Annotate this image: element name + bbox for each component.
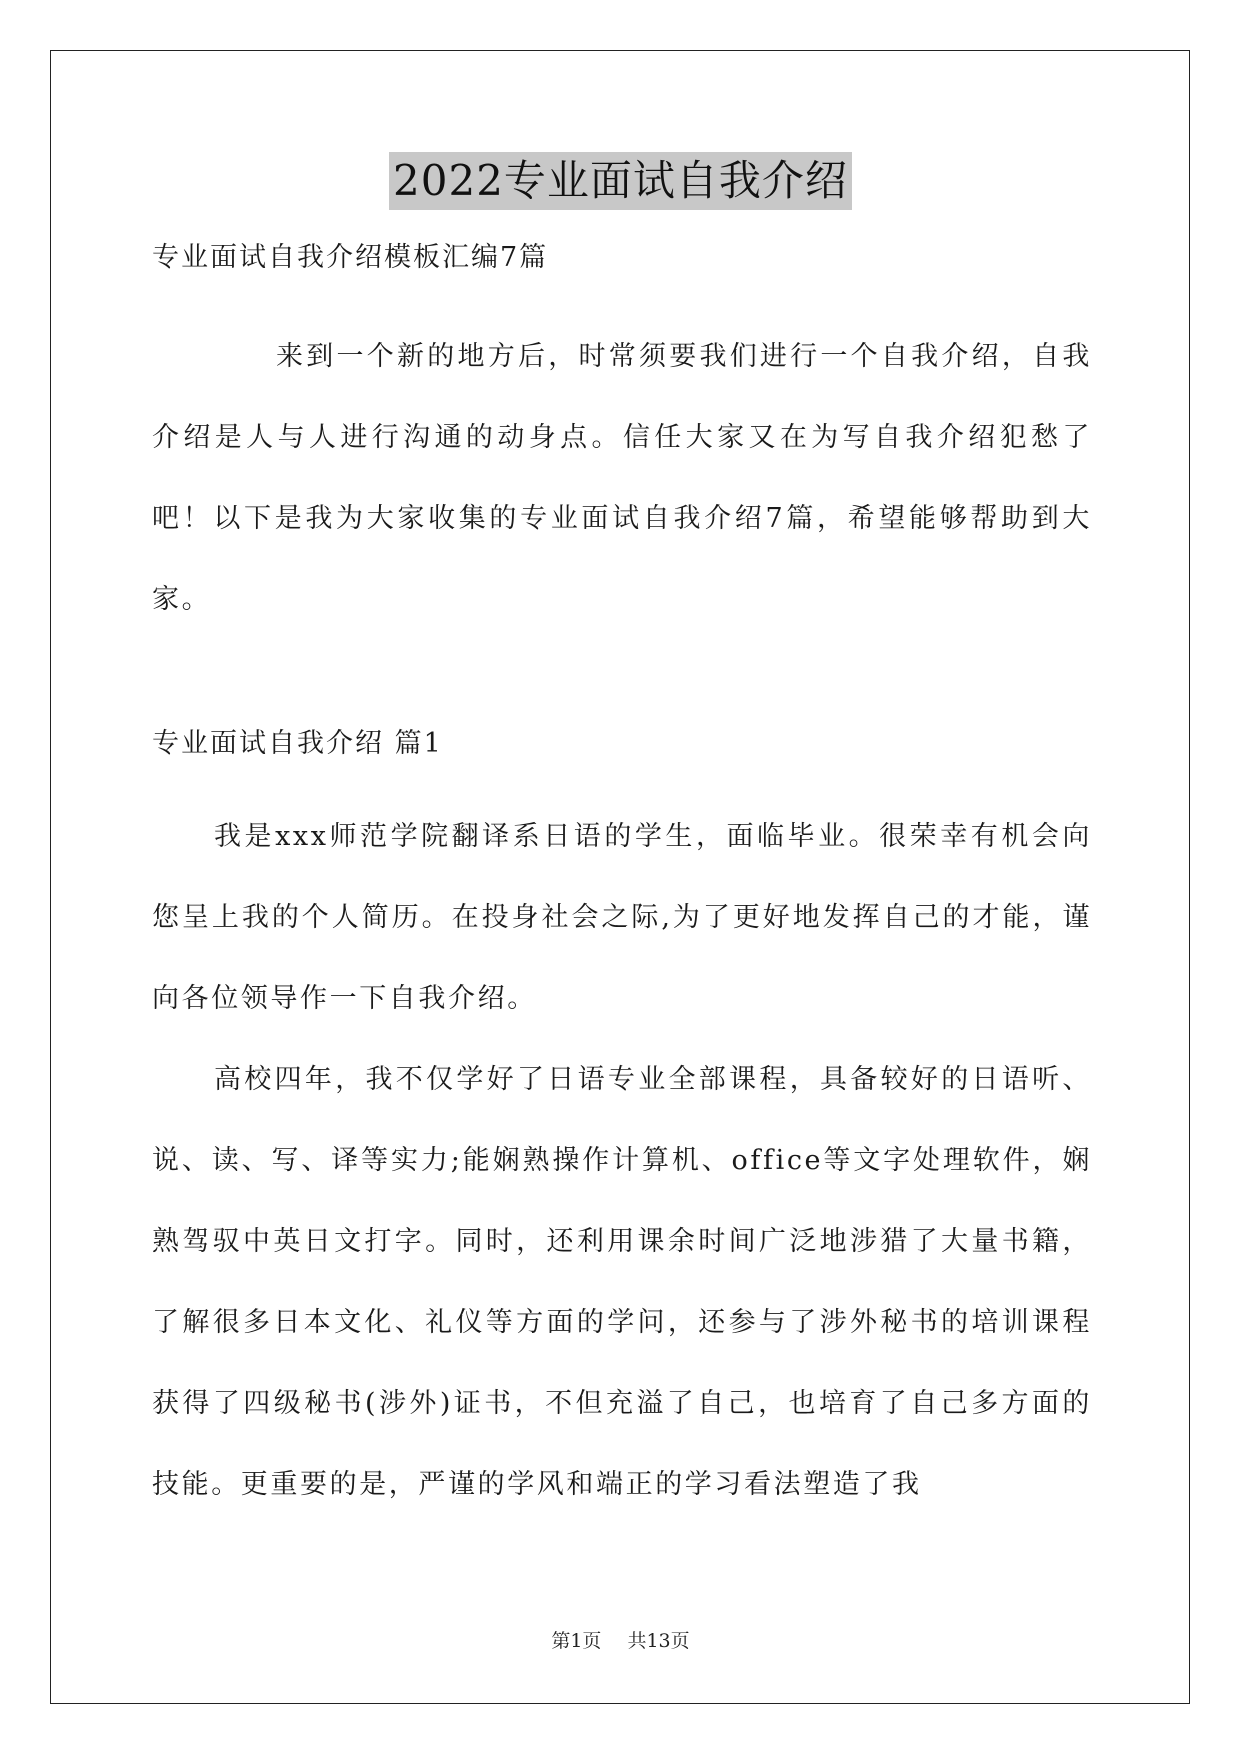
document-subtitle: 专业面试自我介绍模板汇编7篇 [152,242,549,273]
page-total: 共13页 [627,1630,690,1652]
document-title: 2022专业面试自我介绍 [389,152,852,210]
body-paragraph-1: 我是xxx师范学院翻译系日语的学生，面临毕业。很荣幸有机会向您呈上我的个人简历。在投身社会之际,为了更好地发挥自己的才能，谨向各位领导作一下自我介绍。 [152,821,1092,1014]
title-container [0,152,1241,210]
intro-paragraph: 来到一个新的地方后，时常须要我们进行一个自我介绍，自我介绍是人与人进行沟通的动身点。信任大家又在为写自我介绍犯愁了吧！以下是我为大家收集的专业面试自我介绍7篇，希望能够帮助到大家。 [152,341,1092,615]
body-paragraph-2: 高校四年，我不仅学好了日语专业全部课程，具备较好的日语听、说、读、写、译等实力;能娴熟操作计算机、office等文字处理软件，娴熟驾驭中英日文打字。同时，还利用课余时间广泛地涉猎了大量书籍，了解很多日本文化、礼仪等方面的学问，还参与了涉外秘书的培训课程获得了四级秘书(涉外)证书，不但充溢了自己，也培育了自己多方面的技能。更重要的是，严谨的学风和端正的学习看法塑造了我 [152,1064,1092,1500]
document-body [152,236,1092,1525]
page-footer [0,1626,1241,1653]
section-heading: 专业面试自我介绍 篇1 [152,728,443,759]
page-number: 第1页 [551,1630,602,1652]
